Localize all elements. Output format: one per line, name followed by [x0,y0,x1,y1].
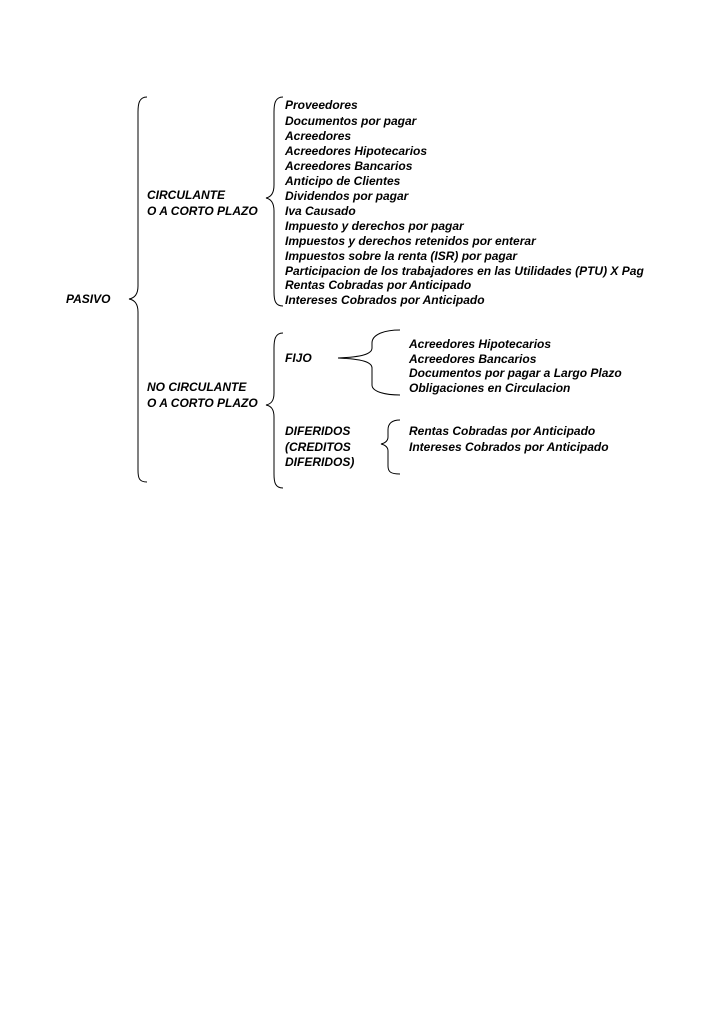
pasivo-label: PASIVO [66,292,111,306]
list-item: Rentas Cobradas por Anticipado [409,424,596,438]
list-item: Dividendos por pagar [285,189,409,203]
list-item: Impuestos sobre la renta (ISR) por pagar [285,249,518,263]
diferidos-sublabel: (CREDITOS [285,440,351,454]
list-item: Acreedores Hipotecarios [409,337,552,351]
circulante-sublabel: O A CORTO PLAZO [147,204,258,218]
list-item: Acreedores Bancarios [285,159,413,173]
list-item: Impuesto y derechos por pagar [285,219,464,233]
circulante-label: CIRCULANTE [147,188,225,202]
list-item: Acreedores Bancarios [409,352,537,366]
list-item: Documentos por pagar [285,114,417,128]
no-circulante-label: NO CIRCULANTE [147,380,247,394]
list-item: Documentos por pagar a Largo Plazo [409,366,622,380]
list-item: Proveedores [285,98,358,112]
diferidos-brace [381,420,400,474]
diferidos-label: DIFERIDOS [285,424,351,438]
pasivo-brace [129,97,147,482]
diferidos-sublabel-2: DIFERIDOS) [285,455,355,469]
list-item: Acreedores [285,129,352,143]
list-item: Acreedores Hipotecarios [285,144,428,158]
list-item: Anticipo de Clientes [285,174,401,188]
list-item: Obligaciones en Circulacion [409,381,571,395]
list-item: Impuestos y derechos retenidos por enterar [285,234,536,248]
fijo-label: FIJO [285,351,312,365]
no-circulante-sublabel: O A CORTO PLAZO [147,396,258,410]
circulante-brace [266,97,283,306]
no-circulante-brace [266,333,283,488]
list-item: Intereses Cobrados por Anticipado [285,293,485,307]
list-item: Participacion de los trabajadores en las Utilidades (PTU) X Pag [285,264,644,278]
list-item: Rentas Cobradas por Anticipado [285,278,472,292]
list-item: Intereses Cobrados por Anticipado [409,440,609,454]
fijo-brace [338,330,400,395]
list-item: Iva Causado [285,204,356,218]
